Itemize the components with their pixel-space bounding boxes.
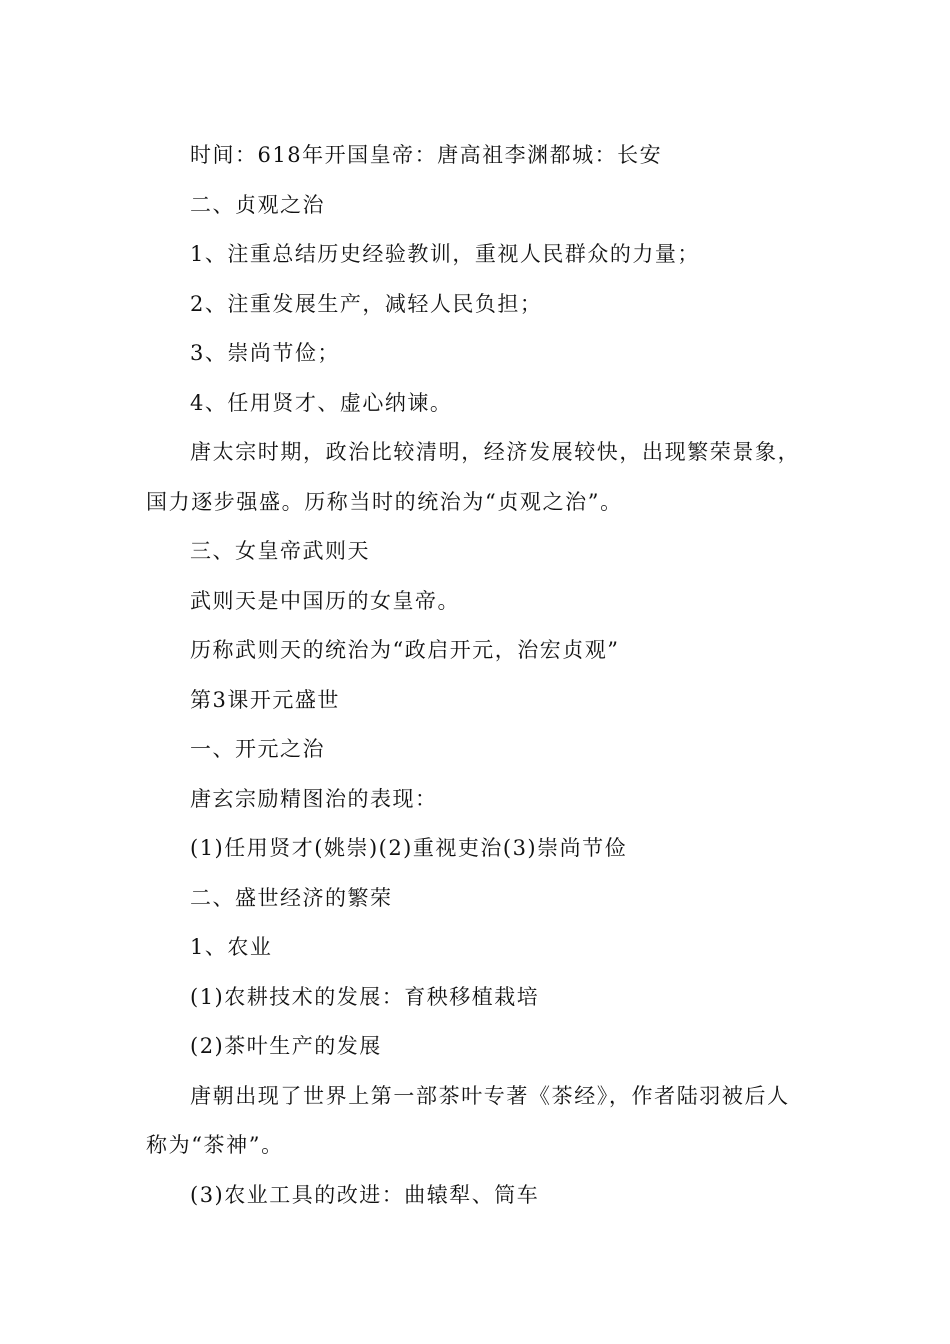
list-item: (2)茶叶生产的发展	[190, 1034, 382, 1058]
paragraph: 武则天是中国历的女皇帝。	[190, 588, 460, 613]
paragraph: 唐朝出现了世界上第一部茶叶专著《茶经》，作者陆羽被后人称为“茶神”。	[146, 1083, 790, 1157]
list-item: (1)任用贤才(姚崇)(2)重视吏治(3)崇尚节俭	[190, 836, 628, 860]
paragraph: 历称武则天的统治为“政启开元，治宏贞观”	[190, 638, 620, 662]
list-item: (3)农业工具的改进：曲辕犁、筒车	[190, 1182, 540, 1207]
section-heading: 三、女皇帝武则天	[190, 539, 370, 563]
list-item: 1、注重总结历史经验教训，重视人民群众的力量；	[190, 242, 700, 266]
document-body	[146, 131, 806, 1220]
lesson-title: 第3课开元盛世	[190, 687, 340, 712]
paragraph: 唐玄宗励精图治的表现：	[190, 786, 438, 811]
section-heading: 二、盛世经济的繁荣	[190, 885, 393, 910]
list-item: (1)农耕技术的发展：育秧移植栽培	[190, 984, 540, 1009]
subsection-heading: 1、农业	[190, 935, 273, 959]
list-item: 4、任用贤才、虚心纳谏。	[190, 390, 453, 415]
paragraph: 时间：618年开国皇帝：唐高祖李渊都城：长安	[190, 143, 663, 167]
section-heading: 二、贞观之治	[190, 192, 325, 217]
section-heading: 一、开元之治	[190, 737, 325, 761]
paragraph: 唐太宗时期，政治比较清明，经济发展较快，出现繁荣景象，国力逐步强盛。历称当时的统治为“贞观之治”。	[146, 440, 801, 514]
list-item: 3、崇尚节俭；	[190, 341, 340, 365]
list-item: 2、注重发展生产，减轻人民负担；	[190, 291, 543, 316]
